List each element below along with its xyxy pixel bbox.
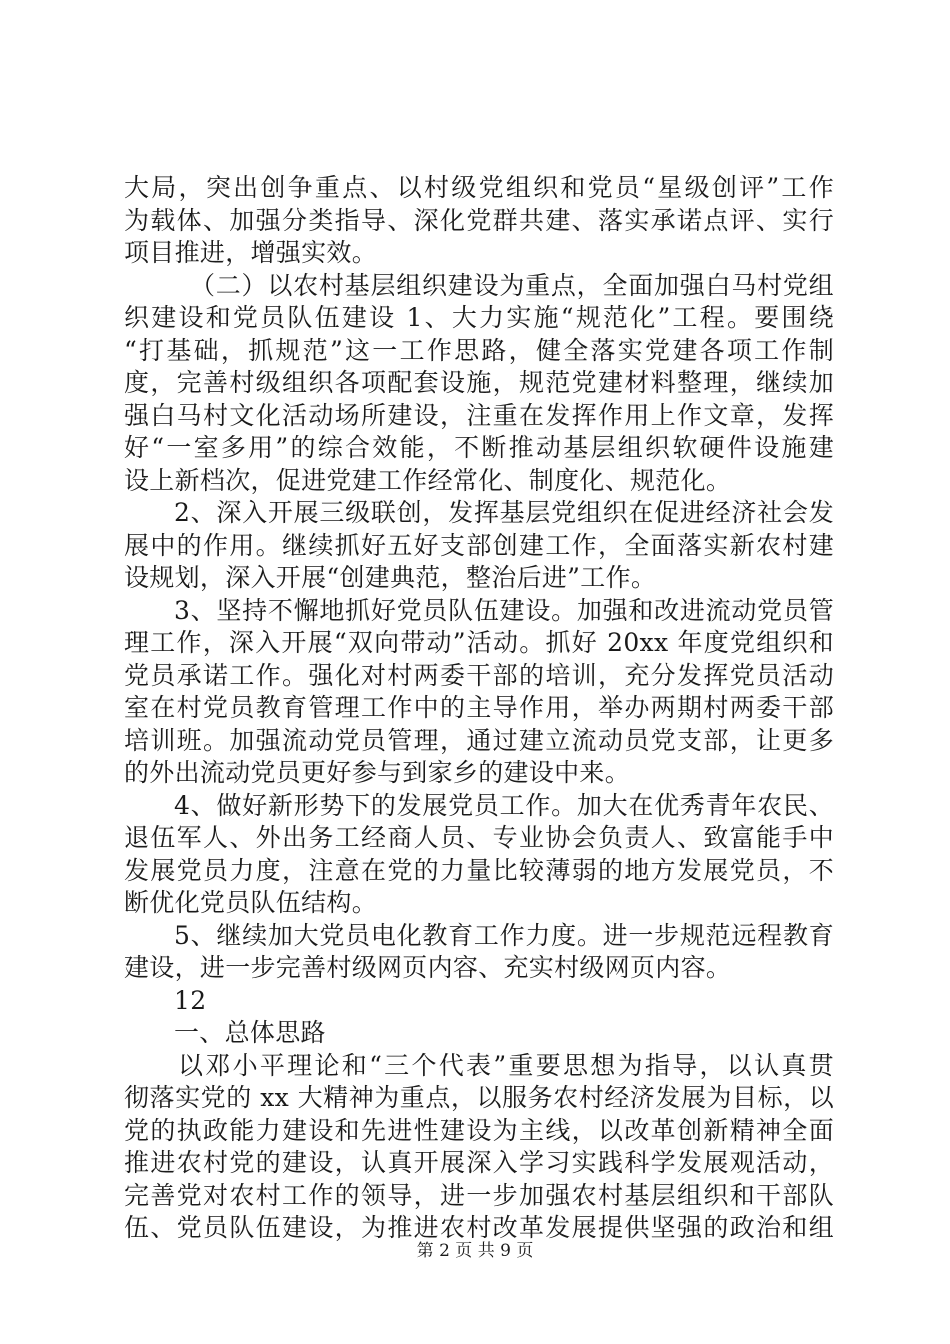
text-line: 以邓小平理论和“三个代表”重要思想为指导，以认真贯 <box>178 1050 834 1080</box>
page-number-footer: 第 2 页 共 9 页 <box>416 1241 534 1261</box>
text-line: 4、做好新形势下的发展党员工作。加大在优秀青年农民、 <box>174 790 834 820</box>
text-line: 织建设和党员队伍建设 1、大力实施“规范化”工程。要围绕 <box>124 303 834 332</box>
text-line: 建设，进一步完善村级网页内容、充实村级网页内容。 <box>124 953 732 982</box>
document-body <box>124 172 834 1245</box>
text-line: 项目推进，增强实效。 <box>124 238 378 267</box>
section-number: 12 <box>174 985 207 1015</box>
text-line: 推进农村党的建设，认真开展深入学习实践科学发展观活动， <box>124 1148 834 1177</box>
text-line: 完善党对农村工作的领导，进一步加强农村基层组织和干部队 <box>124 1180 834 1210</box>
text-line: 党员承诺工作。强化对村两委干部的培训，充分发挥党员活动 <box>124 660 834 690</box>
text-line: “打基础，抓规范”这一工作思路，健全落实党建各项工作制 <box>124 335 834 365</box>
text-line: 党的执政能力建设和先进性建设为主线，以改革创新精神全面 <box>124 1115 834 1145</box>
text-line: 彻落实党的 xx 大精神为重点，以服务农村经济发展为目标，以 <box>124 1083 835 1112</box>
text-line: 展中的作用。继续抓好五好支部创建工作，全面落实新农村建 <box>124 530 834 560</box>
text-line: 断优化党员队伍结构。 <box>124 888 378 917</box>
text-line: 培训班。加强流动党员管理，通过建立流动员党支部，让更多 <box>124 725 834 755</box>
text-line: 退伍军人、外出务工经商人员、专业协会负责人、致富能手中 <box>124 823 834 852</box>
text-line: 2、深入开展三级联创，发挥基层党组织在促进经济社会发 <box>174 498 834 527</box>
text-line: 发展党员力度，注意在党的力量比较薄弱的地方发展党员，不 <box>124 855 834 885</box>
text-line: 伍、党员队伍建设，为推进农村改革发展提供坚强的政治和组 <box>124 1213 834 1242</box>
text-line: 的外出流动党员更好参与到家乡的建设中来。 <box>124 758 631 787</box>
text-line: 室在村党员教育管理工作中的主导作用，举办两期村两委干部 <box>124 693 834 722</box>
text-line: 为载体、加强分类指导、深化党群共建、落实承诺点评、实行 <box>124 205 834 235</box>
section-heading: 一、总体思路 <box>174 1018 326 1047</box>
text-line: 3、坚持不懈地抓好党员队伍建设。加强和改进流动党员管 <box>174 595 834 625</box>
text-line: 大局，突出创争重点、以村级党组织和党员“星级创评”工作 <box>124 173 834 202</box>
text-line: 好“一室多用”的综合效能，不断推动基层组织软硬件设施建 <box>124 433 834 462</box>
section-heading-line: （二）以农村基层组织建设为重点，全面加强白马村党组 <box>190 270 834 300</box>
text-line: 5、继续加大党员电化教育工作力度。进一步规范远程教育 <box>174 920 834 950</box>
text-line: 理工作，深入开展“双向带动”活动。抓好 20xx 年度党组织和 <box>124 628 834 657</box>
text-line: 设规划，深入开展“创建典范，整治后进”工作。 <box>124 563 657 592</box>
text-line: 强白马村文化活动场所建设，注重在发挥作用上作文章，发挥 <box>124 400 834 430</box>
text-line: 度，完善村级组织各项配套设施，规范党建材料整理，继续加 <box>124 368 834 397</box>
text-line: 设上新档次，促进党建工作经常化、制度化、规范化。 <box>124 465 732 495</box>
